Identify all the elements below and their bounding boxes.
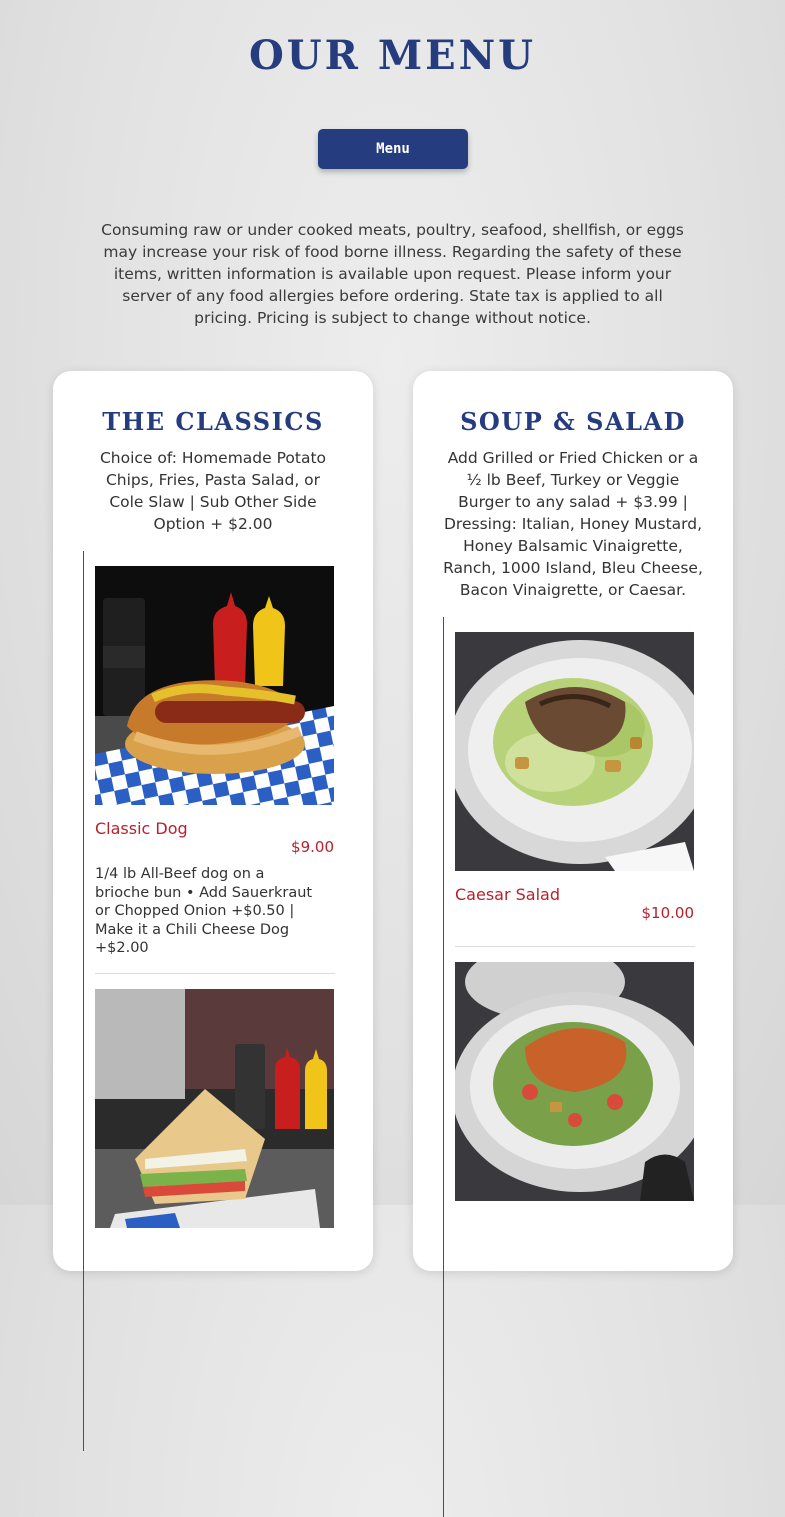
section-title: THE CLASSICS <box>102 407 324 436</box>
sandwich-photo[interactable] <box>95 989 334 1228</box>
fried-chicken-salad-photo[interactable] <box>455 962 694 1201</box>
section-description: Add Grilled or Fried Chicken or a ½ lb Beef, Turkey or Veggie Burger to any salad + $3.99 | Dressing: Italian, Honey Mustard, Honey Balsamic Vinaigrette, Ranch, 1000 Island, Bleu Cheese, Bacon Vinaigrette, or Caesar. <box>443 449 703 599</box>
item-name[interactable]: Caesar Salad <box>455 885 560 904</box>
menu-item-list <box>443 617 704 1517</box>
page-title: OUR MENU <box>248 32 537 79</box>
menu-button[interactable]: Menu <box>318 129 468 169</box>
allergy-disclaimer: Consuming raw or under cooked meats, poultry, seafood, shellfish, or eggs may increase your risk of food borne illness. Regarding the safety of these items, written information is available upon request. Please inform your server of any food allergies before ordering. State tax is applied to all pricing. Pricing is subject to change without notice. <box>101 221 684 327</box>
section-card-soup-salad <box>413 371 733 1271</box>
menu-item-list <box>83 551 344 1451</box>
item-price: $10.00 <box>641 904 694 922</box>
caesar-salad-photo[interactable] <box>455 632 694 871</box>
classic-dog-photo[interactable] <box>95 566 334 805</box>
section-description: Choice of: Homemade Potato Chips, Fries, Pasta Salad, or Cole Slaw | Sub Other Side Option + $2.00 <box>99 449 327 533</box>
section-card-classics <box>53 371 373 1271</box>
section-title: SOUP & SALAD <box>460 407 686 436</box>
item-description: 1/4 lb All-Beef dog on a brioche bun • Add Sauerkraut or Chopped Onion +$0.50 | Make it a Chili Cheese Dog +$2.00 <box>95 866 313 956</box>
item-divider <box>455 946 695 947</box>
item-divider <box>95 973 335 974</box>
item-name[interactable]: Classic Dog <box>95 819 188 838</box>
item-price: $9.00 <box>291 838 334 856</box>
